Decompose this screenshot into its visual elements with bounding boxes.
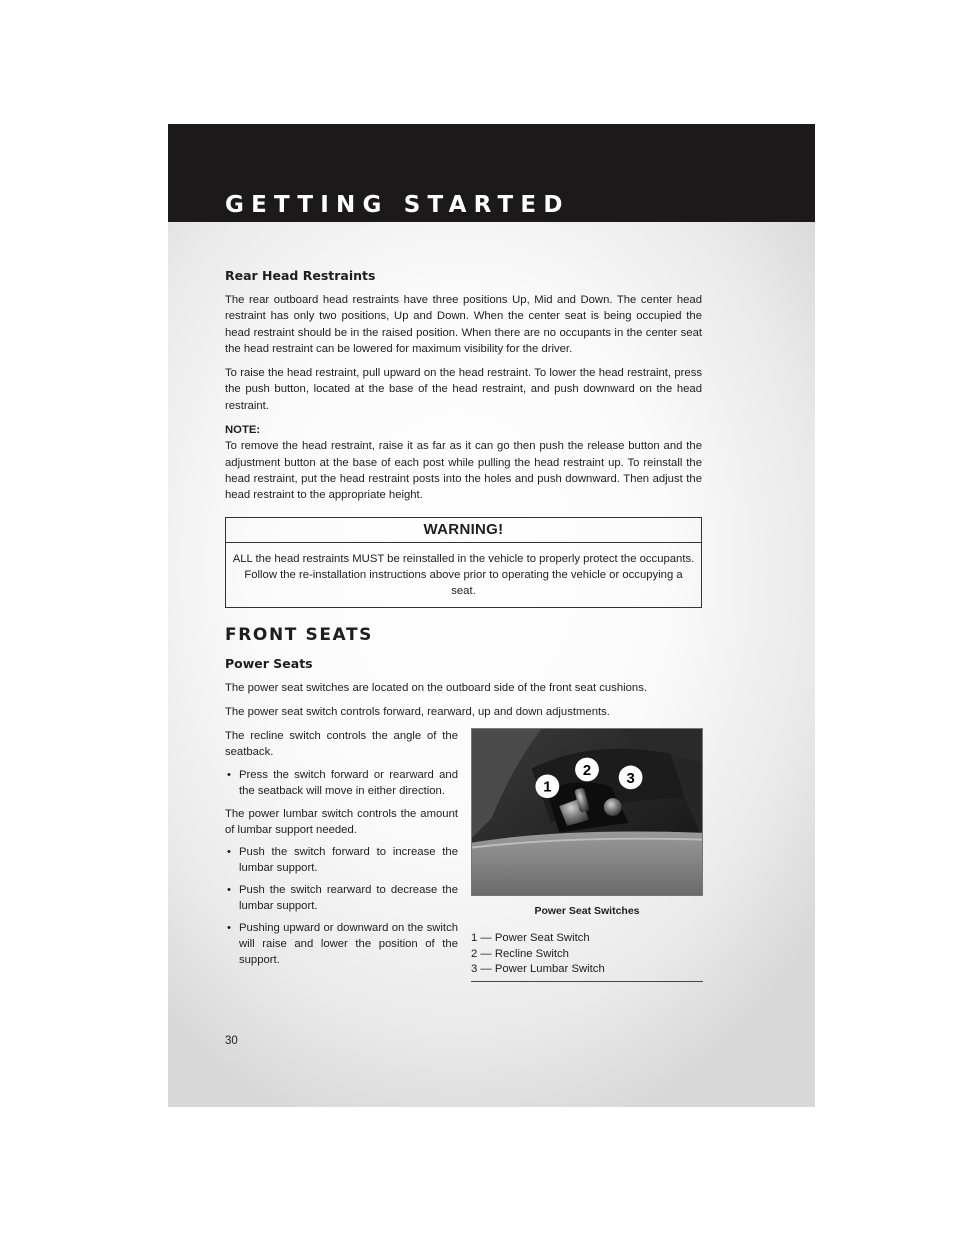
rear-head-restraints-para-1: The rear outboard head restraints have three positions Up, Mid and Down. The center head restraint has only two positions, Up and Down. When the center seat is being occupied the head restraint should be in the raised position. When there are no occupants in the center seat the head restraint can be lowered for maximum visibility for the driver.	[225, 294, 702, 355]
callout-1	[535, 775, 559, 799]
lumbar-bullets	[225, 844, 458, 968]
list-item: • Press the switch forward or rearward and the seatback will move in either direction.	[225, 767, 458, 799]
list-item: • Pushing upward or downward on the switch will raise and lower the position of the support.	[225, 920, 458, 968]
legend-item-2: 2 — Recline Switch	[471, 947, 569, 960]
section-title: GETTING STARTED	[225, 192, 570, 218]
figure-caption: Power Seat Switches	[534, 905, 640, 918]
lumbar-para: The power lumbar switch controls the amount of lumbar support needed.	[225, 807, 458, 837]
page-number: 30	[225, 1035, 238, 1047]
list-item: • Push the switch rearward to decrease the lumbar support.	[225, 882, 458, 914]
recline-para: The recline switch controls the angle of the seatback.	[225, 730, 458, 759]
callout-3	[619, 766, 643, 790]
header-bar	[168, 124, 815, 222]
power-seats-columns	[225, 728, 702, 988]
list-item: • Push the switch forward to increase the lumbar support.	[225, 844, 458, 876]
power-seats-heading: Power Seats	[225, 655, 313, 671]
callout-3-label: 3	[626, 771, 635, 788]
right-column	[471, 728, 703, 982]
rear-head-restraints-heading: Rear Head Restraints	[225, 268, 376, 283]
callout-2-label: 2	[582, 763, 592, 780]
note-label: NOTE:	[225, 424, 261, 437]
left-column	[225, 728, 458, 975]
warning-text: ALL the head restraints MUST be reinstalled in the vehicle to properly protect the occupants. Follow the re-installation instructions above prior to operating the vehicle or occupying a seat.	[232, 552, 695, 597]
legend-item-3: 3 — Power Lumbar Switch	[471, 963, 605, 976]
power-seats-para-2: The power seat switch controls forward, rearward, up and down adjustments.	[225, 705, 610, 718]
callout-2	[575, 758, 599, 782]
warning-box	[225, 517, 702, 608]
rear-head-restraints-para-2: To raise the head restraint, pull upward on the head restraint. To lower the head restraint, press the push button, located at the base of the head restraint, and push downward on the head restraint.	[225, 367, 702, 412]
warning-title: WARNING!	[226, 518, 701, 543]
power-seats-para-1: The power seat switches are located on the outboard side of the front seat cushions.	[225, 681, 648, 694]
figure-legend	[471, 931, 703, 982]
legend-item-1: 1 — Power Seat Switch	[471, 932, 590, 945]
callout-1-label: 1	[543, 779, 552, 796]
recline-bullets	[225, 767, 458, 799]
manual-page	[168, 124, 815, 1107]
note-text: To remove the head restraint, raise it as far as it can go then push the release button and the adjustment button at the base of each post while pulling the head restraint up. To reinstall the head restraint, put the head restraint posts into the holes and push downward. Then adjust the head restraint to the appropriate height.	[225, 440, 702, 502]
page-content	[225, 268, 702, 988]
power-seat-switches-photo	[471, 728, 703, 896]
front-seats-heading: FRONT SEATS	[225, 624, 374, 645]
